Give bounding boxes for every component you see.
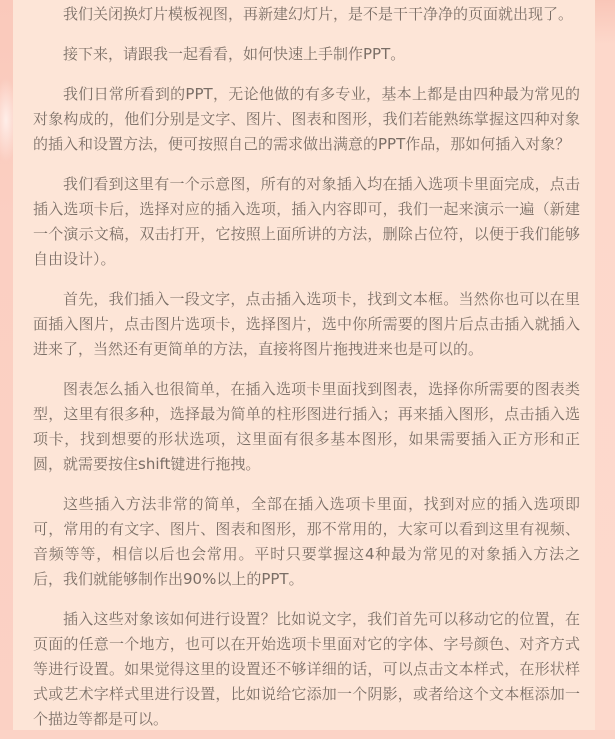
left-margin-strip bbox=[0, 0, 13, 739]
paragraph-7: 这些插入方法非常的简单，全部在插入选项卡里面，找到对应的插入选项即可，常用的有文字、图片、图表和图形，那不常用的，大家可以看到这里有视频、音频等等，相信以后也会常用。平时只要掌握这4种最为常见的对象插入方法之后，我们就能够制作出90%以上的PPT。 bbox=[33, 495, 580, 588]
paragraph-8: 插入这些对象该如何进行设置？比如说文字，我们首先可以移动它的位置，在页面的任意一个地方，也可以在开始选项卡里面对它的字体、字号颜色、对齐方式等进行设置。如果觉得这里的设置还不够详细的话，可以点击文本样式，在形状样式或艺术字样式里进行设置，比如说给它添加一个阴影，或者给这个文本框添加一个描边等都是可以。 bbox=[33, 610, 580, 728]
paragraph-6: 图表怎么插入也很简单，在插入选项卡里面找到图表，选择你所需要的图表类型，这里有很多种，选择最为简单的柱形图进行插入；再来插入图形，点击插入选项卡，找到想要的形状选项，这里面有很多基本图形，如果需要插入正方形和正圆，就需要按住shift键进行拖拽。 bbox=[33, 380, 580, 473]
paragraph-2: 接下来，请跟我一起看看，如何快速上手制作PPT。 bbox=[63, 45, 406, 63]
paragraph-5: 首先，我们插入一段文字，点击插入选项卡，找到文本框。当然你也可以在里面插入图片，点击图片选项卡，选择图片，选中你所需要的图片后点击插入就插入进来了，当然还有更简单的方法，直接将图片拖拽进来也是可以的。 bbox=[33, 290, 580, 358]
paragraph-4: 我们看到这里有一个示意图，所有的对象插入均在插入选项卡里面完成，点击插入选项卡后，选择对应的插入选项，插入内容即可，我们一起来演示一遍（新建一个演示文稿，双击打开，它按照上面所讲的方法，删除占位符，以便于我们能够自由设计）。 bbox=[33, 175, 580, 268]
document-page bbox=[13, 0, 595, 730]
paragraph-3: 我们日常所看到的PPT，无论他做的有多专业，基本上都是由四种最为常见的对象构成的，他们分别是文字、图片、图表和图形，我们若能熟练掌握这四种对象的插入和设置方法，便可按照自己的需求做出满意的PPT作品，那如何插入对象？ bbox=[33, 85, 580, 153]
right-margin-strip bbox=[595, 0, 615, 739]
paragraph-1: 我们关闭换灯片模板视图，再新建幻灯片，是不是干干净净的页面就出现了。 bbox=[63, 5, 574, 23]
